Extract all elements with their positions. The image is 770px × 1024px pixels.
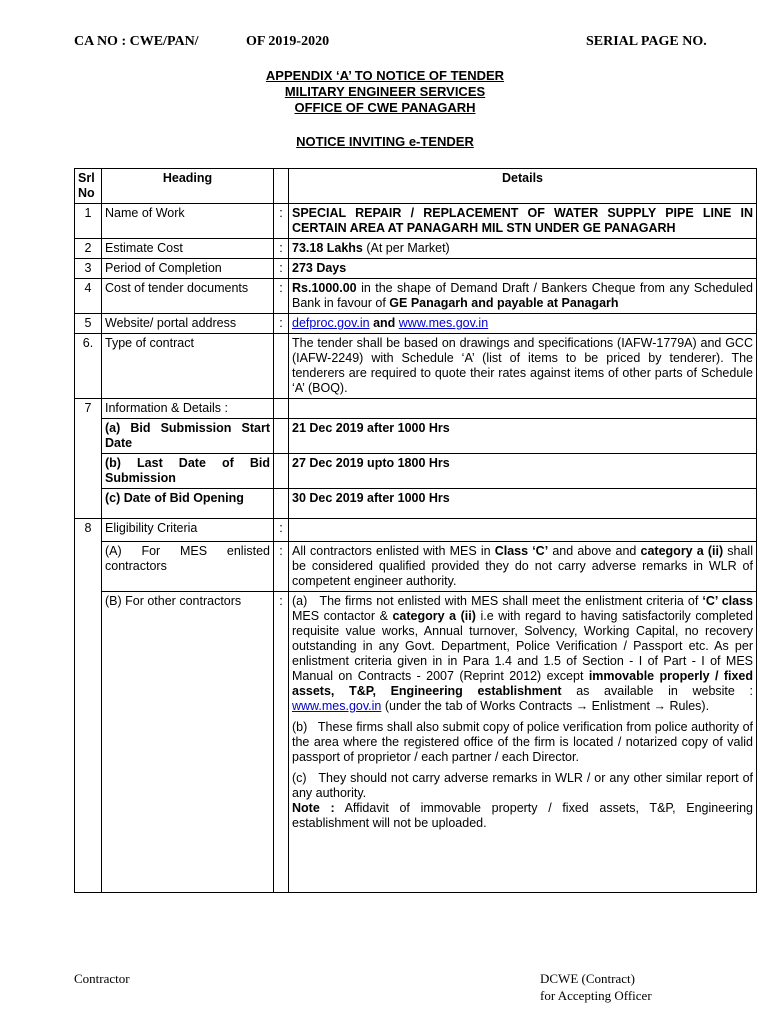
col-heading-header: Heading bbox=[102, 169, 274, 204]
defproc-link[interactable]: defproc.gov.in bbox=[292, 316, 370, 330]
estimate-note: (At per Market) bbox=[362, 241, 450, 255]
document-titles bbox=[0, 68, 770, 150]
bid-opening-label: (c) Date of Bid Opening bbox=[102, 489, 274, 519]
row-colon: : bbox=[274, 592, 289, 893]
table-row bbox=[75, 419, 757, 454]
row-srl: 7 bbox=[75, 399, 102, 519]
table-header-row bbox=[75, 169, 757, 204]
office-title: OFFICE OF CWE PANAGARH bbox=[294, 100, 476, 115]
note-label: Note : bbox=[292, 801, 335, 815]
row-details: SPECIAL REPAIR / REPLACEMENT OF WATER SUPPLY PIPE LINE IN CERTAIN AREA AT PANAGARH MIL STN UNDER GE PANAGARH bbox=[289, 204, 757, 239]
col-details-header: Details bbox=[289, 169, 757, 204]
col-srl-header: Srl No bbox=[75, 169, 102, 204]
row-colon: : bbox=[274, 542, 289, 592]
mes-link[interactable]: www.mes.gov.in bbox=[398, 316, 489, 330]
bid-last-label: (b) Last Date of Bid Submission bbox=[102, 454, 274, 489]
row-heading: Website/ portal address bbox=[102, 314, 274, 334]
accepting-officer-signature bbox=[540, 970, 652, 1004]
row-details: The tender shall be based on drawings and specifications (IAFW-1779A) and GCC (IAFW-2249) with Schedule ‘A’ (list of items to be priced by tenderer). The tenderers are required to quote their rates against items of other parts of Schedule ‘A’ (BOQ). bbox=[289, 334, 757, 399]
row-srl: 4 bbox=[75, 279, 102, 314]
row-details: Rs.1000.00 in the shape of Demand Draft / Bankers Cheque from any Scheduled Bank in favour of GE Panagarh and payable at Panagarh bbox=[289, 279, 757, 314]
row-heading: Period of Completion bbox=[102, 259, 274, 279]
row-colon: : bbox=[274, 239, 289, 259]
row-srl: 3 bbox=[75, 259, 102, 279]
bid-start-value: 21 Dec 2019 after 1000 Hrs bbox=[289, 419, 757, 454]
table-row bbox=[75, 542, 757, 592]
row-details: 273 Days bbox=[289, 259, 757, 279]
table-row bbox=[75, 399, 757, 419]
bid-opening-value: 30 Dec 2019 after 1000 Hrs bbox=[289, 489, 757, 519]
row-heading: Information & Details : bbox=[102, 399, 274, 419]
mes-enlistment-link[interactable]: www.mes.gov.in bbox=[292, 699, 382, 713]
table-row bbox=[75, 334, 757, 399]
table-row bbox=[75, 239, 757, 259]
row-colon: : bbox=[274, 519, 289, 542]
row-colon: : bbox=[274, 279, 289, 314]
criteria-c: (c) They should not carry adverse remarks in WLR / or any other similar report of any authority. Note : Affidavit of immovable property / fixed assets, T&P, Engineering establishment will not be uploaded. bbox=[292, 771, 753, 830]
other-contractors-details bbox=[289, 592, 757, 893]
contract-year: OF 2019-2020 bbox=[246, 34, 330, 49]
row-srl: 6. bbox=[75, 334, 102, 399]
table-row bbox=[75, 279, 757, 314]
table-row bbox=[75, 204, 757, 239]
table-row bbox=[75, 592, 757, 893]
criteria-b: (b) These firms shall also submit copy of police verification from police authority of the area where the registered office of the firm is located / notarized copy of valid passport of proprietor / each partner / each Director. bbox=[292, 720, 753, 764]
table-row bbox=[75, 259, 757, 279]
note-text: Affidavit of immovable property / fixed assets, T&P, Engineering establishment will not be uploaded. bbox=[292, 801, 753, 830]
row-heading: Eligibility Criteria bbox=[102, 519, 274, 542]
table-row bbox=[75, 454, 757, 489]
bid-start-label: (a) Bid Submission Start Date bbox=[102, 419, 274, 454]
row-srl: 5 bbox=[75, 314, 102, 334]
table-row bbox=[75, 489, 757, 519]
row-heading: Type of contract bbox=[102, 334, 274, 399]
row-heading: Estimate Cost bbox=[102, 239, 274, 259]
dcwe-label: DCWE (Contract) bbox=[540, 971, 635, 986]
row-colon: : bbox=[274, 314, 289, 334]
payee: GE Panagarh and payable at Panagarh bbox=[389, 296, 619, 310]
row-details: defproc.gov.in and www.mes.gov.in bbox=[289, 314, 757, 334]
contractor-signature: Contractor bbox=[74, 971, 130, 986]
row-srl: 2 bbox=[75, 239, 102, 259]
mes-enlisted-label: (A) For MES enlisted contractors bbox=[102, 542, 274, 592]
row-srl: 8 bbox=[75, 519, 102, 893]
serial-page-no: SERIAL PAGE NO. bbox=[586, 34, 707, 49]
row-heading: Cost of tender documents bbox=[102, 279, 274, 314]
tender-details-table bbox=[74, 168, 757, 893]
ca-number: CA NO : CWE/PAN/ bbox=[74, 34, 199, 49]
row-srl: 1 bbox=[75, 204, 102, 239]
row-heading: Name of Work bbox=[102, 204, 274, 239]
mes-enlisted-details: All contractors enlisted with MES in Class ‘C’ and above and category a (ii) shall be considered qualified provided they do not carry adverse remarks in WLR of competent engineer authority. bbox=[289, 542, 757, 592]
accepting-officer-label: for Accepting Officer bbox=[540, 988, 652, 1003]
other-contractors-label: (B) For other contractors bbox=[102, 592, 274, 893]
row-details bbox=[289, 239, 757, 259]
doc-cost: Rs.1000.00 bbox=[292, 281, 357, 295]
bid-last-value: 27 Dec 2019 upto 1800 Hrs bbox=[289, 454, 757, 489]
estimate-value: 73.18 Lakhs bbox=[292, 241, 363, 255]
table-row bbox=[75, 314, 757, 334]
appendix-title: APPENDIX ‘A’ TO NOTICE OF TENDER bbox=[265, 68, 505, 83]
notice-title: NOTICE INVITING e-TENDER bbox=[296, 134, 474, 149]
row-colon: : bbox=[274, 259, 289, 279]
criteria-a: (a) The firms not enlisted with MES shall meet the enlistment criteria of ‘C’ class MES contactor & category a (ii) i.e with regard to having satisfactorily completed requisite value works, Annual turnover, Solvency, Working Capital, no recovery outstanding in any Govt. Department, Police Verification / Passport etc. As per enlistment criteria given in in Para 1.4 and 1.5 of Section - I of Part - I of MES Manual on Contracts - 2007 (Reprint 2012) except immovable properly / fixed assets, T&P, Engineering establishment as available in website : www.mes.gov.in (under the tab of Works Contracts → Enlistment → Rules). bbox=[292, 594, 753, 713]
org-title: MILITARY ENGINEER SERVICES bbox=[284, 84, 486, 99]
table-row bbox=[75, 519, 757, 542]
row-colon: : bbox=[274, 204, 289, 239]
